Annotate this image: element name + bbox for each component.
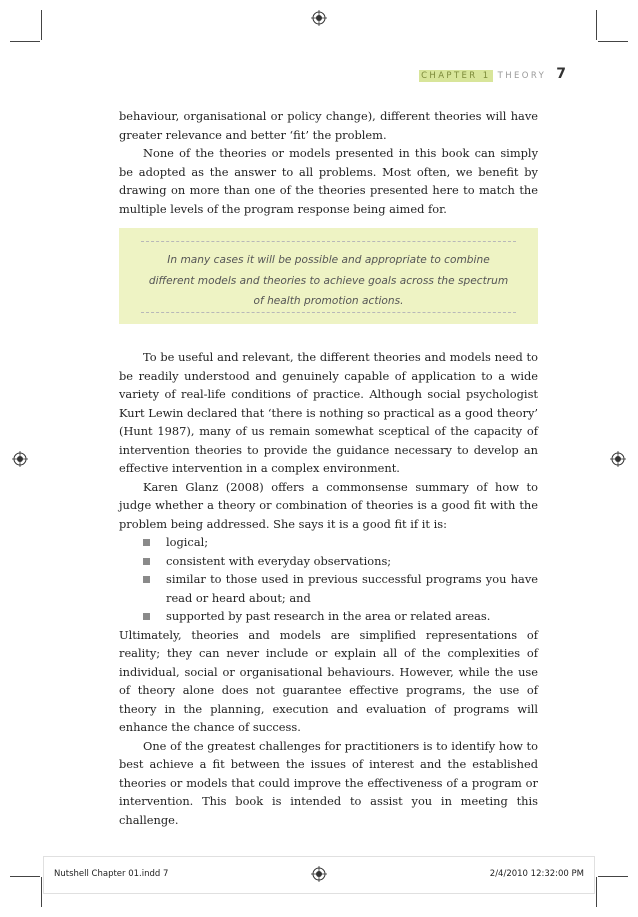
crop-mark bbox=[596, 877, 597, 907]
callout-divider bbox=[141, 312, 516, 313]
bullet-square-icon bbox=[143, 613, 150, 620]
crop-mark bbox=[10, 41, 40, 42]
bullet-square-icon bbox=[143, 539, 150, 546]
page-number: 7 bbox=[556, 66, 566, 82]
criteria-list bbox=[119, 533, 538, 626]
list-item: consistent with everyday observations; bbox=[119, 552, 538, 571]
callout-text: In many cases it will be possible and appropriate to combine different models and theories to achieve goals across the spectrum of health promotion actions. bbox=[148, 254, 509, 307]
paragraph: One of the greatest challenges for practitioners is to identify how to best achieve a fit between the issues of interest and the established theories or models that could improve the effectiveness of a program or intervention. This book is intended to assist you in meeting this challenge. bbox=[119, 738, 538, 827]
crop-mark bbox=[596, 10, 597, 40]
list-item: supported by past research in the area or related areas. bbox=[119, 607, 538, 626]
body-text-bottom bbox=[119, 348, 538, 829]
registration-mark-icon bbox=[610, 451, 626, 467]
crop-mark bbox=[10, 876, 40, 877]
crop-mark bbox=[598, 876, 628, 877]
registration-mark-icon bbox=[12, 451, 28, 467]
bullet-square-icon bbox=[143, 576, 150, 583]
paragraph: Ultimately, theories and models are simplified representations of reality; they can never include or explain all of the complexities of individual, social or organisational behaviours. However, while the use of theory alone does not guarantee effective programs, the use of theory in the planning, execution and evaluation of programs will enhance the chance of success. bbox=[119, 627, 538, 734]
registration-mark-icon bbox=[311, 10, 327, 26]
paragraph: behaviour, organisational or policy change), different theories will have greater relevance and better ‘fit’ the problem. bbox=[119, 109, 538, 142]
crop-mark bbox=[41, 877, 42, 907]
paragraph: None of the theories or models presented in this book can simply be adopted as the answer to all problems. Most often, we benefit by drawing on more than one of the theories presented here to match the multiple levels of the program response being aimed for. bbox=[119, 146, 538, 216]
bullet-square-icon bbox=[143, 558, 150, 565]
running-header bbox=[419, 66, 566, 82]
timestamp: 2/4/2010 12:32:00 PM bbox=[489, 869, 584, 879]
list-item: similar to those used in previous successful programs you have read or heard about; and bbox=[119, 570, 538, 607]
registration-mark-icon bbox=[311, 866, 327, 882]
crop-mark bbox=[598, 41, 628, 42]
callout-divider bbox=[141, 241, 516, 242]
paragraph: To be useful and relevant, the different theories and models need to be readily understood and genuinely capable of application to a wide variety of real-life conditions of practice. Although social psychologist Kurt Lewin declared that ‘there is nothing so practical as a good theory’ (Hunt 1987), many of us remain somewhat sceptical of the capacity of intervention theories to provide the guidance necessary to develop an effective intervention in a complex environment. bbox=[119, 350, 538, 475]
file-label: Nutshell Chapter 01.indd 7 bbox=[54, 869, 169, 879]
callout-box bbox=[119, 228, 538, 324]
body-text-top bbox=[119, 107, 538, 218]
paragraph: Karen Glanz (2008) offers a commonsense summary of how to judge whether a theory or combination of theories is a good fit with the problem being addressed. She says it is a good fit if it is: bbox=[119, 479, 538, 531]
list-item: logical; bbox=[119, 533, 538, 552]
crop-mark bbox=[41, 10, 42, 40]
chapter-label: CHAPTER 1 THEORY bbox=[421, 71, 547, 81]
